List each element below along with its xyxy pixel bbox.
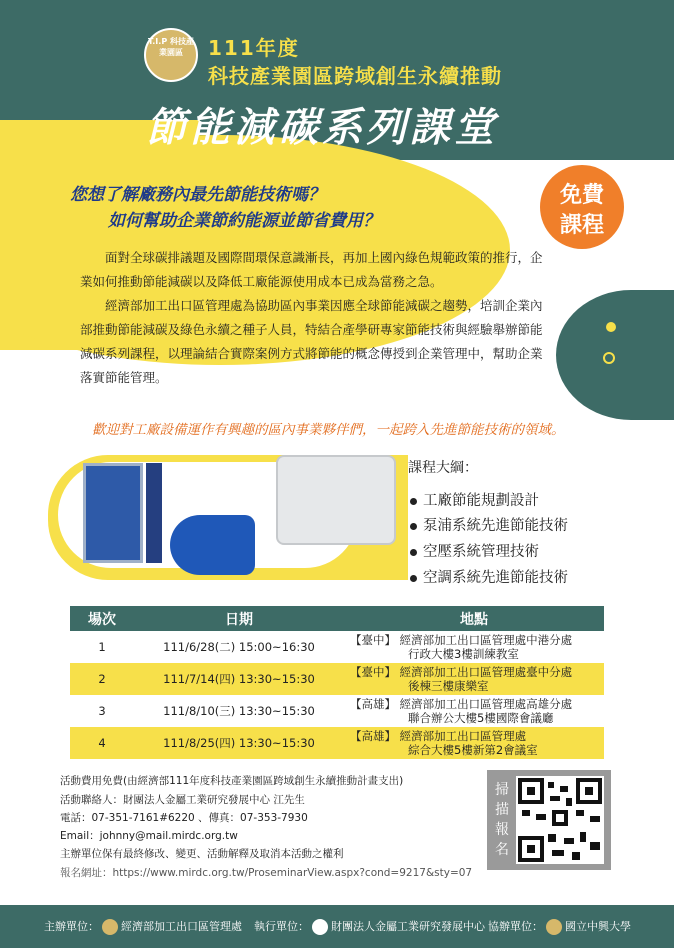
session-date: 111/8/10(三) 13:30~15:30 bbox=[134, 695, 344, 727]
info-email[interactable]: Email：johnny@mail.mirdc.org.tw bbox=[60, 830, 238, 842]
program-subtitle: 科技產業園區跨域創生永續推動 bbox=[208, 64, 502, 88]
air-compressor-side bbox=[146, 463, 162, 563]
session-location: 【高雄】 經濟部加工出口區管理處高雄分處 聯合辦公大樓5樓國際會議廳 bbox=[344, 695, 604, 727]
registration-url[interactable]: 報名網址：https://www.mirdc.org.tw/ProseminarView.aspx?cond=9217&sty=07 bbox=[60, 867, 473, 879]
col-date: 日期 bbox=[134, 606, 344, 631]
col-session: 場次 bbox=[70, 606, 134, 631]
teal-half-circle bbox=[556, 290, 674, 420]
session-location: 【高雄】 經濟部加工出口區管理處 綜合大樓5樓新第2會議室 bbox=[344, 727, 604, 759]
session-number: 3 bbox=[70, 695, 134, 727]
organizer: 主辦單位： 經濟部加工出口區管理處 bbox=[44, 920, 242, 933]
table-row bbox=[70, 727, 604, 759]
info-fee: 活動費用免費(由經濟部111年度科技產業園區跨域創生永續推動計畫支出) bbox=[60, 775, 404, 787]
info-phone: 電話：07-351-7161#6220 、傳真：07-353-7930 bbox=[60, 812, 308, 824]
bullet-icon bbox=[410, 575, 417, 582]
session-number: 2 bbox=[70, 663, 134, 695]
outline-item: 空調系統先進節能技術 bbox=[410, 566, 568, 587]
program-year: 111年度 bbox=[208, 36, 300, 60]
mirdc-logo-icon bbox=[312, 919, 328, 935]
badge-line1: 免費 bbox=[559, 183, 604, 208]
tip-logo-text: T.I.P 科技產業園區 bbox=[148, 37, 194, 57]
registration-qr-code[interactable] bbox=[516, 776, 604, 864]
table-row bbox=[70, 663, 604, 695]
session-number: 1 bbox=[70, 631, 134, 663]
bullet-icon bbox=[410, 498, 417, 505]
session-location: 【臺中】 經濟部加工出口區管理處臺中分處 後棟三樓康樂室 bbox=[344, 663, 604, 695]
session-date: 111/7/14(四) 13:30~15:30 bbox=[134, 663, 344, 695]
col-location: 地點 bbox=[344, 606, 604, 631]
session-location: 【臺中】 經濟部加工出口區管理處中港分處 行政大樓3樓訓練教室 bbox=[344, 631, 604, 663]
bullet-icon bbox=[410, 523, 417, 530]
qr-icon bbox=[516, 776, 604, 864]
page-title: 節能減碳系列課堂 bbox=[146, 105, 498, 151]
executor: 執行單位： 財團法人金屬工業研究發展中心 bbox=[254, 920, 485, 933]
info-contact: 活動聯絡人：財團法人金屬工業研究發展中心 江先生 bbox=[60, 794, 305, 806]
table-row bbox=[70, 695, 604, 727]
air-compressor-image bbox=[83, 463, 143, 563]
yellow-dot bbox=[606, 322, 616, 332]
schedule-table bbox=[70, 606, 604, 759]
session-date: 111/8/25(四) 13:30~15:30 bbox=[134, 727, 344, 759]
question-1: 您想了解廠務內最先節能技術嗎？ bbox=[70, 185, 325, 205]
info-rights: 主辦單位保有最終修改、變更、活動解釋及取消本活動之權利 bbox=[60, 848, 344, 860]
co-organizer: 協辦單位： 國立中興大學 bbox=[488, 920, 631, 933]
organizer-logo-icon bbox=[102, 919, 118, 935]
intro-paragraph-2: 經濟部加工出口區管理處為協助區內事業因應全球節能減碳之趨勢，培訓企業內部推動節能減碳及綠色永續之種子人員，特結合產學研專家節能技術與經驗舉辦節能減碳系列課程，以理論結合實際案例方式將節能的概念傳授到企業管理中，幫助企業落實節能管理。 bbox=[80, 298, 543, 385]
outline-item: 泵浦系統先進節能技術 bbox=[410, 514, 568, 535]
chiller-image bbox=[276, 455, 396, 545]
intro-paragraph-1: 面對全球碳排議題及國際間環保意識漸長，再加上國內綠色規範政策的推行，企業如何推動節能減碳以及降低工廠能源使用成本已成為當務之急。 bbox=[80, 250, 543, 289]
outline-item: 空壓系統管理技術 bbox=[410, 540, 539, 561]
session-number: 4 bbox=[70, 727, 134, 759]
session-date: 111/6/28(二) 15:00~16:30 bbox=[134, 631, 344, 663]
table-row bbox=[70, 631, 604, 663]
outline-title: 課程大綱： bbox=[408, 460, 478, 476]
question-2: 如何幫助企業節約能源並節省費用？ bbox=[108, 211, 380, 231]
yellow-ring bbox=[603, 352, 615, 364]
pump-image bbox=[170, 515, 255, 575]
welcome-line: 歡迎對工廠設備運作有興趣的區內事業夥伴們，一起跨入先進節能技術的領域。 bbox=[92, 422, 565, 438]
badge-line2: 課程 bbox=[559, 213, 604, 238]
nchu-logo-icon bbox=[546, 919, 562, 935]
qr-label: 掃描報名 bbox=[495, 782, 509, 858]
outline-item: 工廠節能規劃設計 bbox=[410, 489, 539, 510]
bullet-icon bbox=[410, 549, 417, 556]
table-header-row bbox=[70, 606, 604, 631]
